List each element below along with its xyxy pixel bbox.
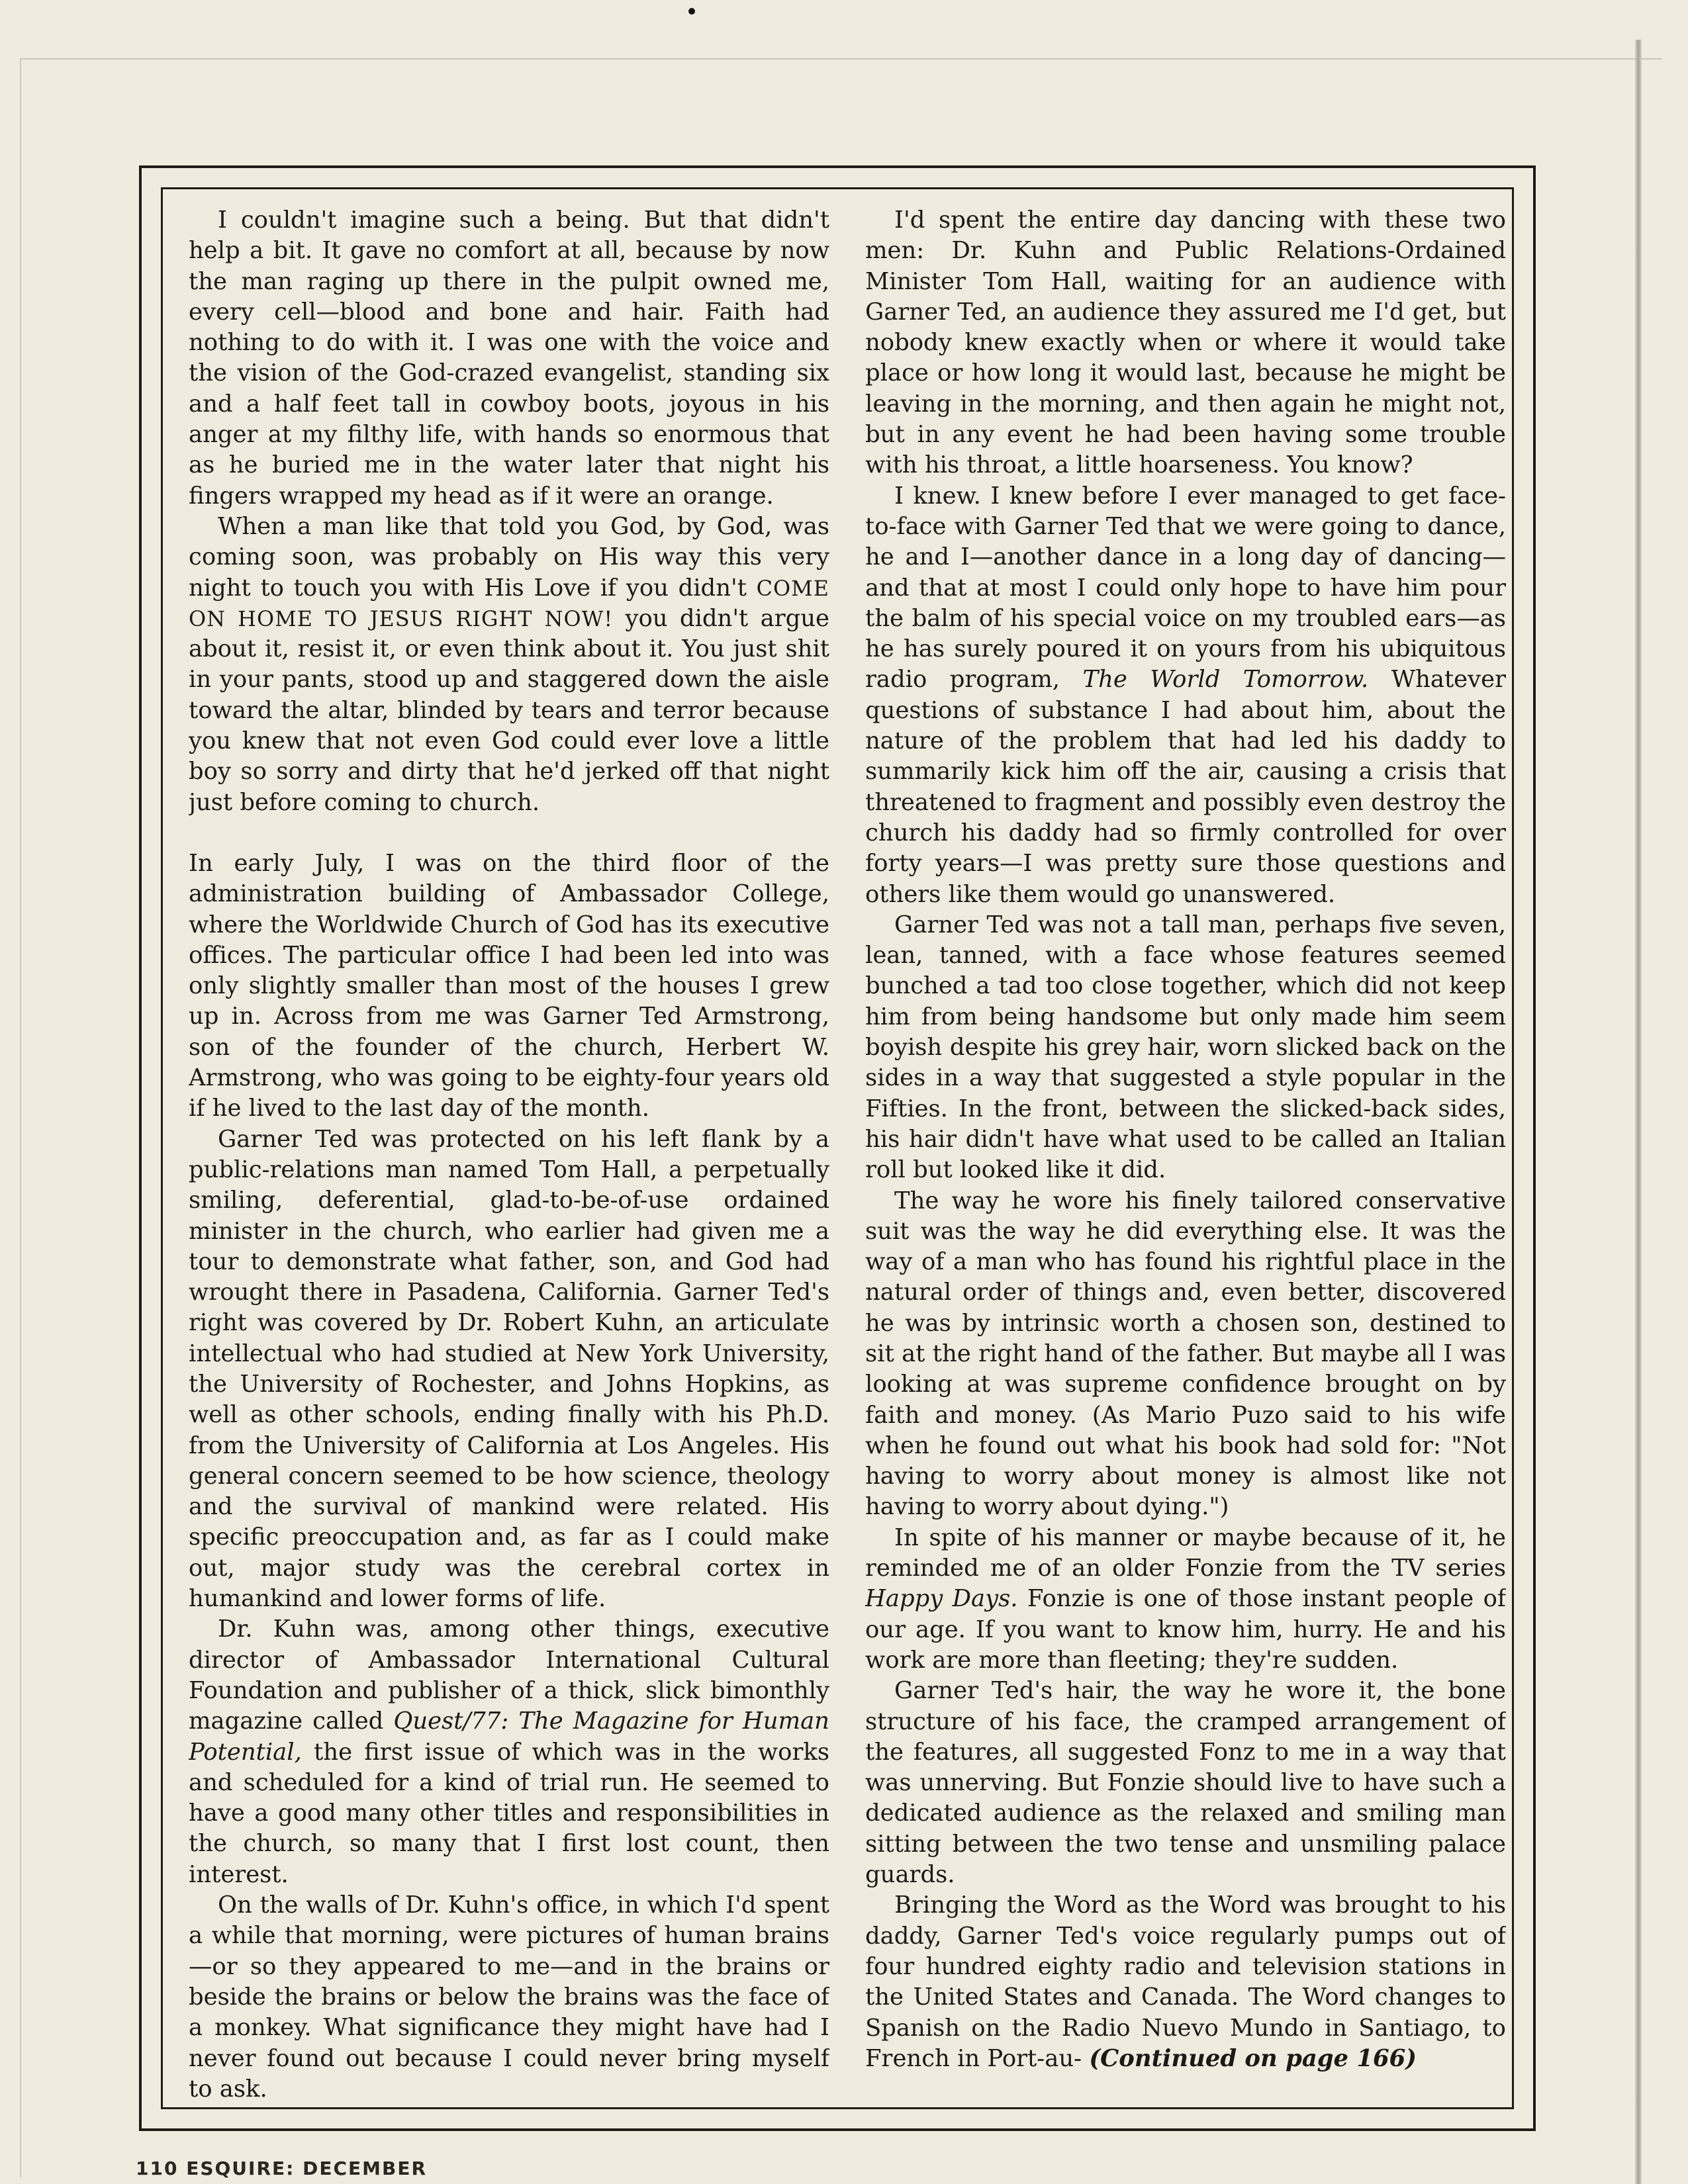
paragraph	[865, 1523, 1506, 1676]
paragraph: Garner Ted was not a tall man, perhaps five seven, lean, tanned, with a face whose features seemed bunched a tad too close together, which did not keep him from being handsome but only made him seem boyish despite his grey hair, worn slicked back on the sides in a way that suggested a style popular in the Fifties. In the front, between the slicked-back sides, his hair didn't have what used to be called an Italian roll but looked like it did.	[865, 911, 1506, 1184]
page-footer	[136, 2158, 427, 2179]
text-run: Fonzie is one of those instant people of our age. If you want to know him, hurry. He and his work are more than fleeting; they're sudden.	[865, 1585, 1506, 1674]
small-caps-run: COME ON HOME TO JESUS RIGHT NOW!	[189, 575, 829, 631]
text-run: Whatever questions of substance I had about him, about the nature of the problem that had led his daddy to summarily kick him off the air, causing a crisis that threatened to fragment and possibly even destroy the church his daddy had so firmly controlled for over forty years—I was pretty sure those questions and others like them would go unanswered.	[865, 666, 1506, 908]
paragraph: On the walls of Dr. Kuhn's office, in which I'd spent a while that morning, were pictures of human brains—or so they appeared to me—and in the brains or beside the brains or below the brains was the face of a monkey. What significance they might have had I never found out because I could never bring myself to ask.	[189, 1891, 829, 2103]
paragraph: Garner Ted's hair, the way he wore it, the bone structure of his face, the cramped arrangement of the features, all suggested Fonz to me in a way that was unnerving. But Fonzie should live to have such a dedicated audience as the relaxed and smiling man sitting between the two tense and unsmiling palace guards.	[865, 1677, 1506, 1889]
paragraph	[865, 1890, 1506, 2074]
paragraph	[189, 1614, 829, 1890]
page-right-edge-shadow	[1635, 40, 1642, 2184]
section-paragraph: In early July, I was on the third floor of the administration building of Ambassador College, where the Worldwide Church of God has its executive offices. The particular office I had been led into was only slightly smaller than most of the houses I grew up in. Across from me was Garner Ted Armstrong, son of the founder of the church, Herbert W. Armstrong, who was going to be eighty-four years old if he lived to the last day of the month.	[189, 849, 829, 1122]
text-run: Bringing the Word as the Word was brought to his daddy, Garner Ted's voice regularly pumps out of four hundred eighty radio and television stations in the United States and Canada. The Word changes to Spanish on the Radio Nuevo Mundo in Santiago, to French in Port-au-	[865, 1891, 1506, 2072]
text-run: In spite of his manner or maybe because of it, he reminded me of an older Fonzie from the TV series	[865, 1524, 1506, 1582]
page-number: 110	[136, 2158, 179, 2179]
paragraph: The way he wore his finely tailored conservative suit was the way he did everything else. It was the way of a man who has found his rightful place in the natural order of things and, even better, discovered he was by intrinsic worth a chosen son, destined to sit at the right hand of the father. But maybe all I was looking at was supreme confidence brought on by faith and money. (As Mario Puzo said to his wife when he found out what his book had sold for: "Not having to worry about money is almost like not having to worry about dying.")	[865, 1187, 1506, 1521]
text-run: When a man like that told you God, by God, was coming soon, was probably on His way this very night to touch you with His Love if you didn't	[189, 512, 829, 602]
paragraph: I couldn't imagine such a being. But that didn't help a bit. It gave no comfort at all, because by now the man raging up there in the pulpit owned me, every cell—blood and bone and hair. Faith had nothing to do with it. I was one with the voice and the vision of the God-crazed evangelist, standing six and a half feet tall in cowboy boots, joyous in his anger at my filthy life, with hands so enormous that as he buried me in the water later that night his fingers wrapped my head as if it were an orange.	[189, 206, 829, 510]
text-run: you didn't argue about it, resist it, or even think about it. You just shit in your pants, stood up and staggered down the aisle toward the altar, blinded by tears and terror because you knew that not even God could ever love a little boy so sorry and dirty that he'd jerked off that night just before coming to church.	[189, 604, 829, 816]
left-column	[189, 205, 829, 2105]
paragraph: Garner Ted was protected on his left flank by a public-relations man named Tom Hall, a perpetually smiling, deferential, glad-to-be-of-use ordained minister in the church, who earlier had given me a tour to demonstrate what father, son, and God had wrought there in Pasadena, California. Garner Ted's right was covered by Dr. Robert Kuhn, an articulate intellectual who had studied at New York University, the University of Rochester, and Johns Hopkins, as well as other schools, ending finally with his Ph.D. from the University of California at Los Angeles. His general concern seemed to be how science, theology and the survival of mankind were related. His specific preoccupation and, as far as I could make out, major study was the cerebral cortex in humankind and lower forms of life.	[189, 1125, 829, 1613]
magazine-issue: ESQUIRE: DECEMBER	[186, 2158, 428, 2179]
scan-speck	[688, 8, 695, 15]
show-title: Happy Days.	[865, 1585, 1018, 1613]
text-run: Dr. Kuhn was, among other things, executive director of Ambassador International Cultural Foundation and publisher of a thick, slick bimonthly magazine called	[189, 1615, 829, 1735]
paragraph	[189, 512, 829, 818]
paragraph: I'd spent the entire day dancing with these two men: Dr. Kuhn and Public Relations-Ordained Minister Tom Hall, waiting for an audience with Garner Ted, an audience they assured me I'd get, but nobody knew exactly when or where it would take place or how long it would last, because he might be leaving in the morning, and then again he might not, but in any event he had been having some trouble with his throat, a little hoarseness. You know?	[865, 206, 1506, 479]
continued-note: (Continued on page 166)	[1089, 2044, 1417, 2072]
text-run: I knew. I knew before I ever managed to get face-to-face with Garner Ted that we were going to dance, he and I—another dance in a long day of dancing—and that at most I could only hope to have him pour the balm of his special voice on my troubled ears—as he has surely poured it on yours from his ubiquitous radio program,	[865, 482, 1506, 694]
right-column	[865, 205, 1506, 2105]
paragraph	[865, 481, 1506, 910]
page-top-edge	[20, 58, 1662, 60]
magazine-title: Quest/77: The Magazine for Human Potential,	[189, 1707, 829, 1766]
page-left-edge	[20, 60, 21, 2177]
program-title: The World Tomorrow.	[1082, 666, 1369, 694]
text-run: the first issue of which was in the works and scheduled for a kind of trial run. He seemed to have a good many other titles and responsibilities in the church, so many that I first lost count, then interest.	[189, 1738, 829, 1888]
